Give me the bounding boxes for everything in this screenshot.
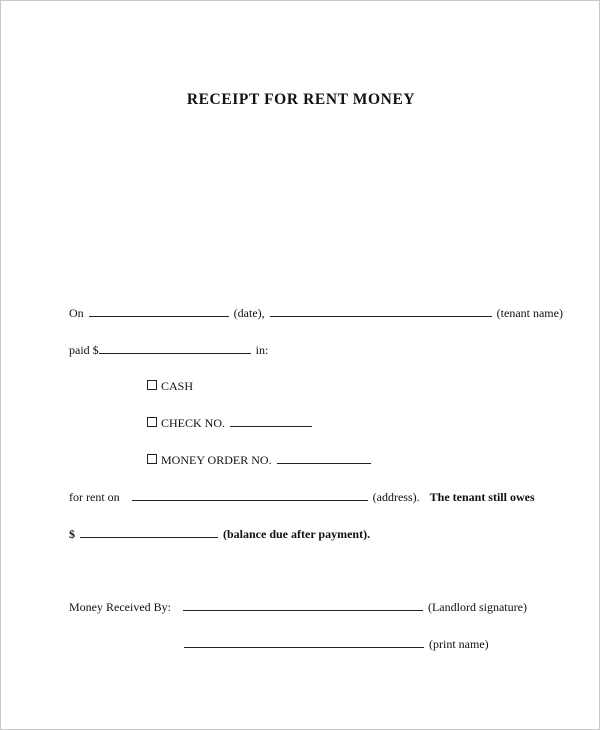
paid-line [69,342,268,358]
payment-option-money-order [147,452,373,468]
rent-address-line [69,489,535,505]
check-number-field[interactable] [230,415,312,427]
document-title: RECEIPT FOR RENT MONEY [186,91,416,108]
money-order-checkbox[interactable] [147,454,157,464]
money-order-number-field[interactable] [277,452,371,464]
payment-option-check [147,415,314,431]
on-label: On [69,306,84,320]
balance-due-label: (balance due after payment). [223,527,371,541]
amount-paid-field[interactable] [99,342,251,354]
address-label: (address). [372,490,420,504]
balance-due-field[interactable] [80,526,218,538]
money-received-by-label: Money Received By: [69,600,171,614]
landlord-signature-label: (Landlord signature) [427,600,527,614]
check-checkbox[interactable] [147,417,157,427]
paid-label: paid $ [69,343,99,357]
landlord-signature-field[interactable] [183,599,423,611]
print-name-field[interactable] [184,636,424,648]
cash-checkbox[interactable] [147,380,157,390]
money-order-label: MONEY ORDER NO. [161,453,272,467]
check-label: CHECK NO. [161,416,226,430]
balance-line [69,526,370,542]
address-field[interactable] [132,489,368,501]
tenant-name-label: (tenant name) [496,306,563,320]
tenant-owes-text: The tenant still owes [429,490,535,504]
in-label: in: [255,343,269,357]
date-field[interactable] [89,305,229,317]
landlord-signature-line [69,599,527,615]
print-name-line [184,636,489,652]
print-name-label: (print name) [429,637,489,651]
date-label: (date), [233,306,265,320]
for-rent-on-label: for rent on [69,490,120,504]
cash-label: CASH [161,379,194,393]
payment-option-cash [147,378,193,394]
dollar-sign: $ [69,527,75,541]
tenant-name-field[interactable] [270,305,492,317]
date-tenant-line [69,305,563,321]
